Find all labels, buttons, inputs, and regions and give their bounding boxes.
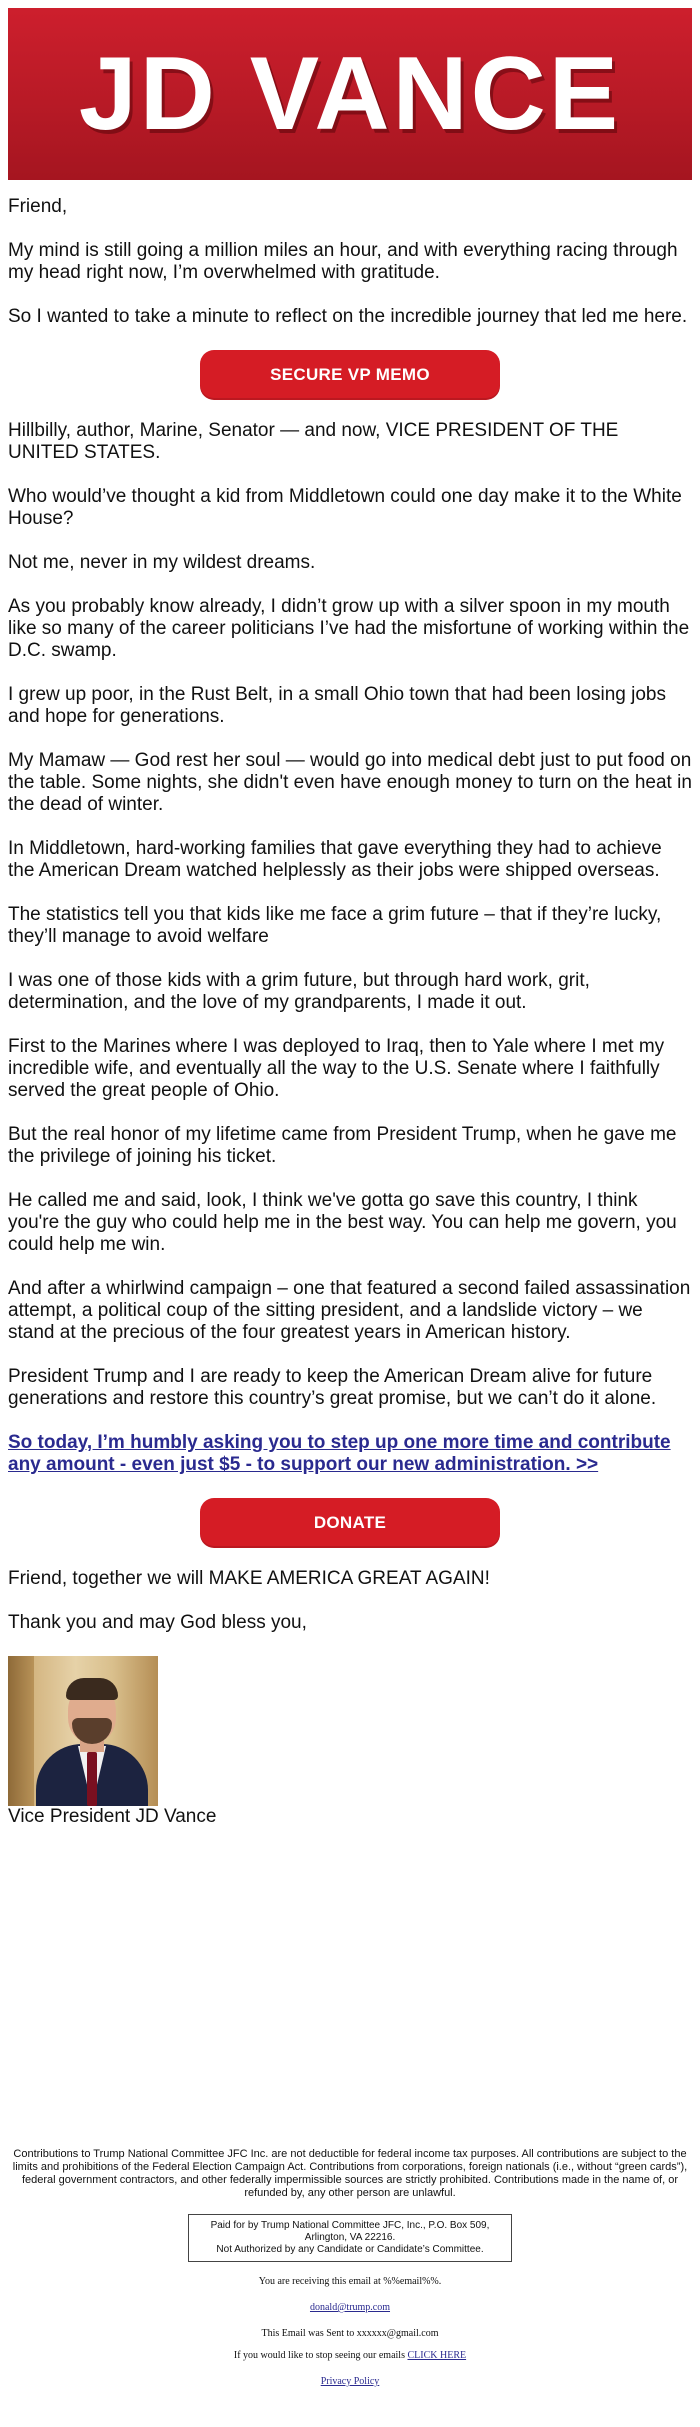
button-row [8,1498,692,1548]
footer [8,2148,692,2402]
sent-to-notice: This Email was Sent to xxxxxx@gmail.com [261,2328,439,2339]
paragraph: Hillbilly, author, Marine, Senator — and now, VICE PRESIDENT OF THE UNITED STATES. [8,420,619,463]
legal-disclaimer: Contributions to Trump National Committee JFC Inc. are not deductible for federal income tax purposes. All contributions are subject to the limits and prohibitions of the Federal Election Campaign Act. Contributions from corporations, foreign nationals (i.e., without “green cards”), federal government contractors, and other federally impermissible sources are strictly prohibited. Contributions made in the name of, or refunded by, any other person are unlawful. [12,2148,688,2199]
paragraph: First to the Marines where I was deployed to Iraq, then to Yale where I met my incredible wife, and eventually all the way to the U.S. Senate where I faithfully served the great people of Ohio. [8,1036,665,1101]
paragraph: The statistics tell you that kids like me face a grim future – that if they’re lucky, they’ll manage to avoid welfare [8,904,662,947]
portrait-photo [8,1656,158,1806]
email-body [8,196,692,1828]
paragraph: And after a whirlwind campaign – one that featured a second failed assassination attempt, a political coup of the sitting president, and a landslide victory – we stand at the precious of the four greatest years in American history. [8,1278,691,1343]
header-banner[interactable] [8,8,692,180]
paragraph: But the real honor of my lifetime came from President Trump, when he gave me the privilege of joining his ticket. [8,1124,677,1167]
button-row [8,350,692,400]
paragraph: I grew up poor, in the Rust Belt, in a small Ohio town that had been losing jobs and hope for generations. [8,684,666,727]
photo-curtain [8,1656,34,1806]
paragraph: Thank you and may God bless you, [8,1612,307,1633]
privacy-policy-link[interactable]: Privacy Policy [320,2376,380,2387]
receiving-notice: You are receiving this email at %%email%%. [258,2276,442,2287]
greeting: Friend, [8,196,68,217]
paragraph: President Trump and I are ready to keep the American Dream alive for future generations and restore this country’s great promise, but we can’t do it alone. [8,1366,657,1409]
secure-vp-memo-button[interactable]: SECURE VP MEMO [200,350,500,400]
photo-beard [72,1718,112,1744]
paragraph: My Mamaw — God rest her soul — would go into medical debt just to put food on the table. Some nights, she didn't even have enough money to turn on the heat in the dead of winter. [8,750,692,815]
paragraph: In Middletown, hard-working families that gave everything they had to achieve the American Dream watched helplessly as their jobs were shipped overseas. [8,838,662,881]
paragraph: Not me, never in my wildest dreams. [8,552,316,573]
contribute-link[interactable]: So today, I’m humbly asking you to step up one more time and contribute any amount - even just $5 - to support our new administration. >> [8,1432,671,1475]
paragraph: So I wanted to take a minute to reflect on the incredible journey that led me here. [8,306,688,327]
paragraph: Who would’ve thought a kid from Middletown could one day make it to the White House? [8,486,682,529]
photo-hair [66,1678,118,1700]
signature: Vice President JD Vance [8,1806,217,1827]
paragraph: My mind is still going a million miles an hour, and with everything racing through my head right now, I’m overwhelmed with gratitude. [8,240,678,283]
paid-line: Paid for by Trump National Committee JFC, Inc., P.O. Box 509, [210,2220,490,2231]
paid-for-box [188,2214,512,2262]
paragraph: I was one of those kids with a grim future, but through hard work, grit, determination, and the love of my grandparents, I made it out. [8,970,590,1013]
contact-email-link[interactable]: donald@trump.com [309,2302,391,2313]
header-title: JD VANCE [78,36,622,152]
paid-line: Not Authorized by any Candidate or Candidate’s Committee. [216,2244,484,2255]
unsubscribe-text: If you would like to stop seeing our emails [233,2350,405,2361]
paragraph: He called me and said, look, I think we've gotta go save this country, I think you're the guy who could help me in the best way. You can help me govern, you could help me win. [8,1190,677,1255]
paragraph: Friend, together we will MAKE AMERICA GREAT AGAIN! [8,1568,490,1589]
unsubscribe-link[interactable]: CLICK HERE [407,2350,467,2361]
donate-button[interactable]: DONATE [200,1498,500,1548]
paid-line: Arlington, VA 22216. [304,2232,396,2243]
paragraph: As you probably know already, I didn’t grow up with a silver spoon in my mouth like so many of the career politicians I’ve had the misfortune of working within the D.C. swamp. [8,596,690,661]
photo-tie [87,1752,97,1806]
